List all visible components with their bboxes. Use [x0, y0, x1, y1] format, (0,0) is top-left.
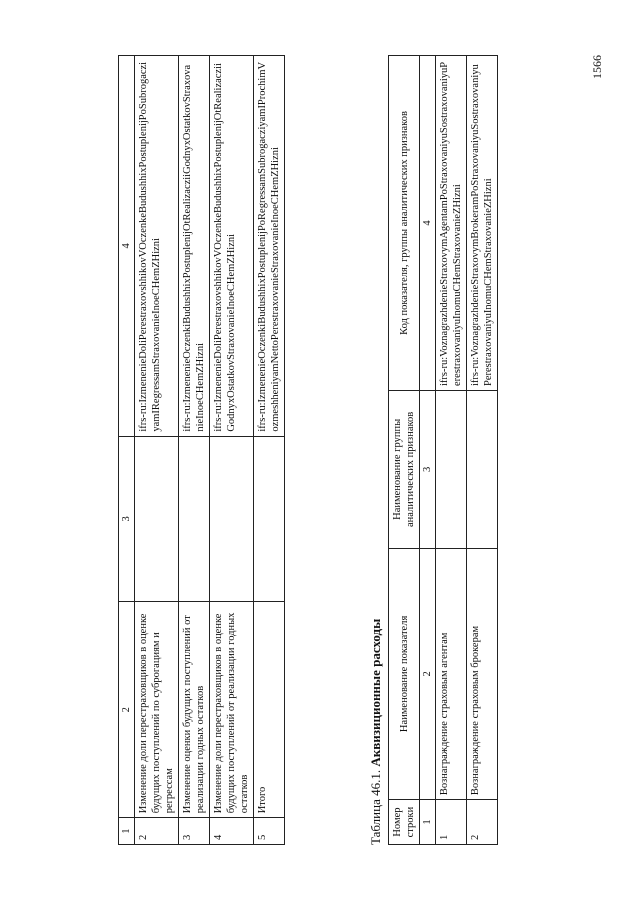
row-code: ifrs-ru:IzmenenieOczenkiBudushhixPostuplenijPoRegressamSubrogacziyamIProchimVozmeshheniyamNettoPerestraxovanieStraxovanieInoeCHemZHizni: [254, 56, 285, 437]
column-number: 1: [420, 800, 436, 845]
caption-title: Аквизиционные расходы: [368, 618, 383, 767]
column-number-row: [420, 56, 436, 845]
row-number: 2: [135, 818, 179, 845]
caption-prefix: Таблица 46.1.: [368, 766, 383, 845]
row-number: 5: [254, 818, 285, 845]
row-number: 2: [467, 800, 498, 845]
row-number: 3: [179, 818, 210, 845]
row-name: Вознаграждение страховым брокерам: [467, 548, 498, 799]
row-name: Изменение оценки будущих поступлений от реализации годных остатков: [179, 602, 210, 818]
page-number: 1566: [590, 55, 604, 79]
column-number: 4: [420, 56, 436, 391]
row-group: [179, 436, 210, 602]
row-number: 1: [436, 800, 467, 845]
row-code: ifrs-ru:VoznagrazhdenieStraxovymBrokeramPoStraxovaniyuSostraxovaniyuPerestraxovaniyuInomuCHemStraxovanieZHizni: [467, 56, 498, 391]
row-group: [135, 436, 179, 602]
row-group: [210, 436, 254, 602]
table-continued: [118, 55, 285, 845]
header-cell: 1: [119, 818, 135, 845]
header-cell: Наименование группы аналитических признаков: [389, 391, 420, 549]
header-cell: Наименование показателя: [389, 548, 420, 799]
row-name: Вознаграждение страховым агентам: [436, 548, 467, 799]
table-row: [210, 56, 254, 845]
table-header-row: [389, 56, 420, 845]
row-code: ifrs-ru:IzmenenieDoliPerestraxovshhikovVOczenkeBudushhixPostuplenijPoSubrogacziyamIRegressamStraxovanieInoeCHemZHizni: [135, 56, 179, 437]
row-number: 4: [210, 818, 254, 845]
header-cell: 2: [119, 602, 135, 818]
table-acquisition-expenses: [388, 55, 498, 845]
row-group: [467, 391, 498, 549]
header-cell: 4: [119, 56, 135, 437]
row-code: ifrs-ru:IzmenenieDoliPerestraxovshhikovVOczenkeBudushhixPostuplenijOtRealizacziiGodnyxOstatkovStraxovanieInoeCHemZHizni: [210, 56, 254, 437]
row-name: Итого: [254, 602, 285, 818]
table-row: [135, 56, 179, 845]
column-number: 2: [420, 548, 436, 799]
table-header-row: [119, 56, 135, 845]
table-row: [179, 56, 210, 845]
row-name: Изменение доли перестраховщиков в оценке будущих поступлений по суброгациям и регрессам: [135, 602, 179, 818]
header-cell: 3: [119, 436, 135, 602]
header-cell: Код показателя, группы аналитических признаков: [389, 56, 420, 391]
table-row: [467, 56, 498, 845]
table-caption: [368, 619, 384, 845]
row-group: [436, 391, 467, 549]
row-code: ifrs-ru:IzmenenieOczenkiBudushhixPostuplenijOtRealizacziiGodnyxOstatkovStraxovanieInoeCHemZHizni: [179, 56, 210, 437]
row-group: [254, 436, 285, 602]
row-code: ifrs-ru:VoznagrazhdenieStraxovymAgentamPoStraxovaniyuSostraxovaniyuPerestraxovaniyuInomuCHemStraxovanieZHizni: [436, 56, 467, 391]
table-row: [436, 56, 467, 845]
row-name: Изменение доли перестраховщиков в оценке будущих поступлений от реализации годных остатков: [210, 602, 254, 818]
header-cell: Номер строки: [389, 800, 420, 845]
column-number: 3: [420, 391, 436, 549]
table-row: [254, 56, 285, 845]
